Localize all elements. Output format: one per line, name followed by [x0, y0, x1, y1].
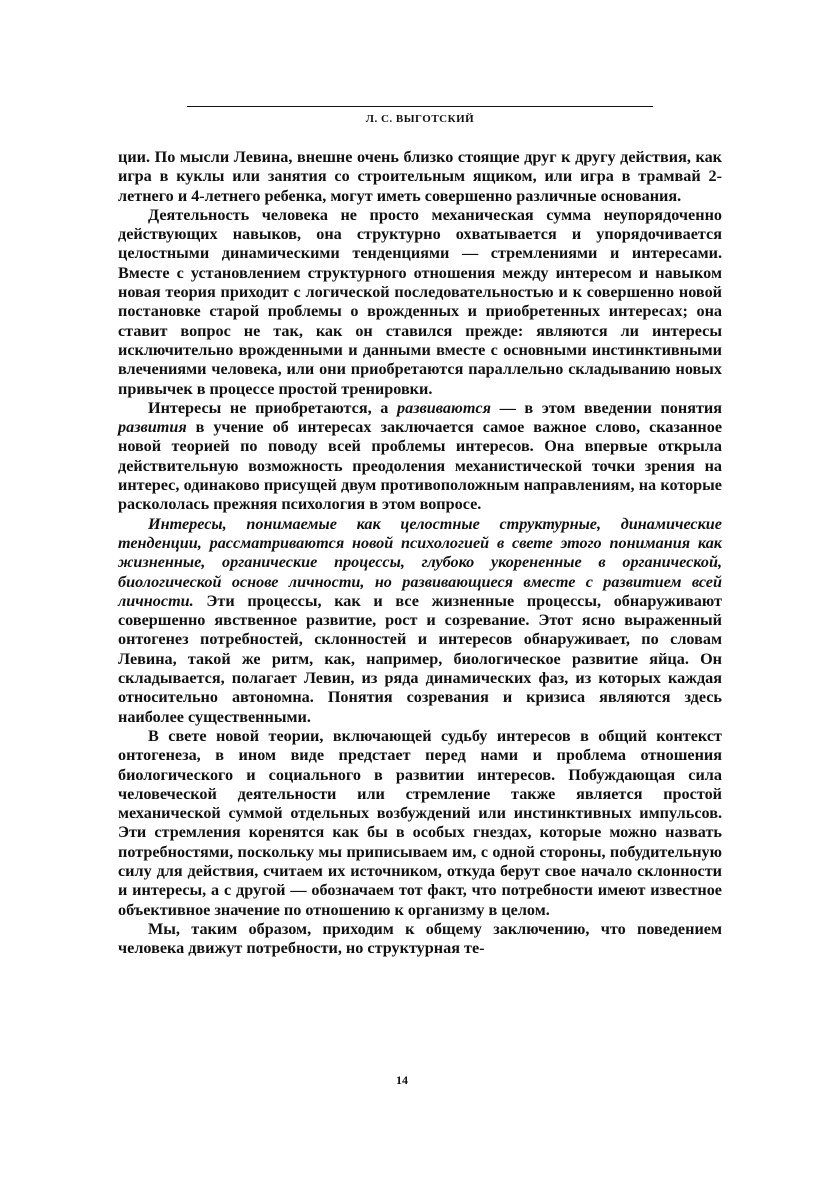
paragraph-3-text-a: Интересы не приобретаются, а — [148, 398, 398, 417]
paragraph-4-italic: Интересы, понимаемые как целостные структурные, динамические тенденции, рассматриваются новой психологией в свете этого понимания как жизненные, органические процессы, глубоко укорененные в органической, биологической основе личности, но развивающиеся вместе с развитием всей личности. — [118, 514, 722, 610]
paragraph-3 — [118, 399, 722, 515]
paragraph-4-text: Эти процессы, как и все жизненные процессы, обнаруживают совершенно явственное развитие, рост и созревание. Этот ясно выраженный онтогенез потребностей, склонностей и интересов обнаруживает, по словам Левина, такой же ритм, как, например, биологическое развитие яйца. Он складывается, полагает Левин, из ряда динамических фаз, из которых каждая относительно автономна. Понятия созревания и кризиса являются здесь наиболее существенными. — [118, 591, 722, 726]
paragraph-3-italic-a: развиваются — [397, 398, 491, 417]
paragraph-6: Мы, таким образом, приходим к общему заключению, что поведением человека движут потребности, но структурная те- — [118, 919, 722, 958]
page-number: 14 — [396, 1073, 408, 1087]
paragraph-4 — [118, 515, 722, 727]
paragraph-1: ции. По мысли Левина, внешне очень близко стоящие друг к другу действия, как игра в куклы или занятия со строительным ящиком, или игра в трамвай 2-летнего и 4-летнего ребенка, могут иметь совершенно различные основания. — [118, 148, 722, 205]
paragraph-3-italic-b: развития — [118, 418, 187, 437]
paragraph-2: Деятельность человека не просто механическая сумма неупорядоченно действующих навыков, она структурно охватывается и упорядочивается целостными динамическими тенденциями — стремлениями и интересами. Вместе с установлением структурного отношения между интересом и навыком новая теория приходит с логической последовательностью и к совершенно новой постановке старой проблемы о врожденных и приобретенных интересах; она ставит вопрос не так, как он ставился прежде: являются ли интересы исключительно врожденными и данными вместе с основными инстинктивными влечениями человека, или они приобретаются параллельно складыванию новых привычек в процессе простой тренировки. — [118, 205, 722, 398]
paragraph-5: В свете новой теории, включающей судьбу интересов в общий контекст онтогенеза, в ином виде предстает перед нами и проблема отношения биологического и социального в развитии интересов. Побуждающая сила человеческой деятельности или стремление также является простой механической суммой отдельных возбуждений или инстинктивных импульсов. Эти стремления коренятся как бы в особых гнездах, которые можно назвать потребностями, поскольку мы приписываем им, с одной стороны, побудительную силу для действия, считаем их источником, откуда берут свое начало склонности и интересы, а с другой — обозначаем тот факт, что потребности имеют известное объективное значение по отношению к организму в целом. — [118, 726, 722, 919]
paragraph-3-text-c: в учение об интересах заключается самое важное слово, сказанное новой теорией по поводу всей проблемы интересов. Она впервые открыла действительную возможность преодоления механистической точки зрения на интерес, одинаково присущей двум противоположным направлениям, на которые раскололась прежняя психология в этом вопросе. — [118, 418, 722, 514]
header-rule — [187, 106, 653, 107]
paragraph-3-text-b: — в этом введении понятия — [490, 398, 723, 417]
running-head: Л. С. ВЫГОТСКИЙ — [365, 113, 475, 125]
body-text — [118, 148, 722, 958]
